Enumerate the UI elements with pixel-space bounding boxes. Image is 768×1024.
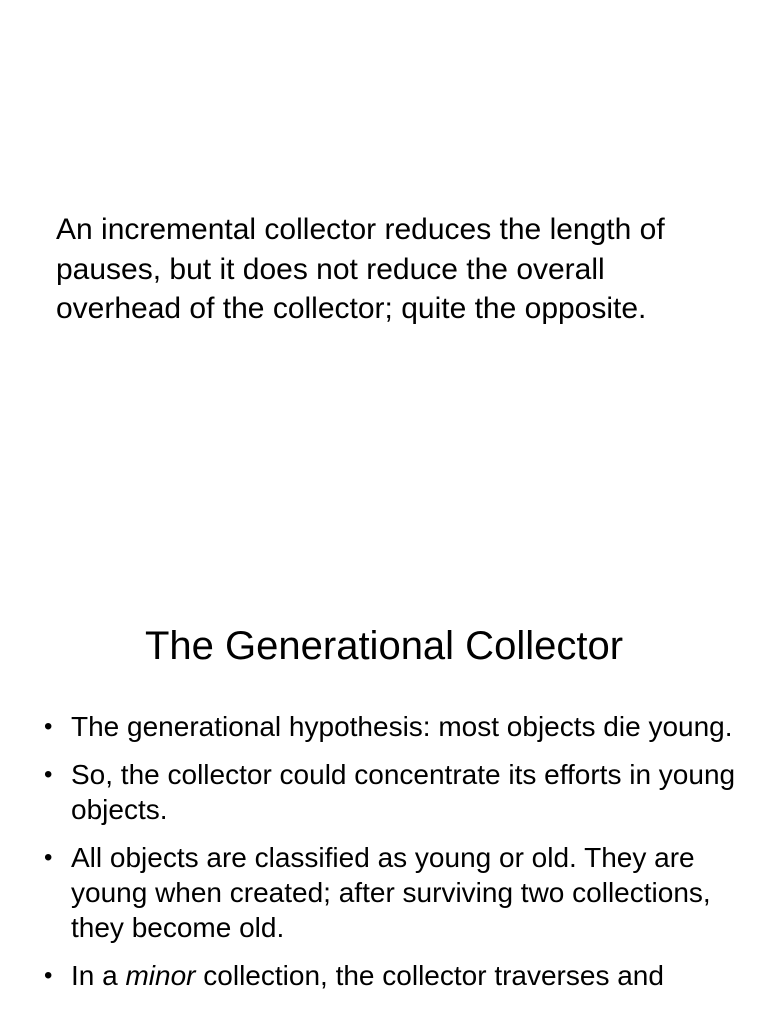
bullet-item <box>0 840 768 945</box>
bullet-item <box>0 958 768 993</box>
bullet-text-emphasis: minor <box>125 960 196 991</box>
bullet-list <box>0 709 768 1006</box>
bullet-text: So, the collector could concentrate its efforts in young objects. <box>71 759 736 825</box>
bullet-text-suffix: collection, the collector traverses and <box>195 960 664 991</box>
bullet-item <box>0 709 768 744</box>
bullet-marker: • <box>44 713 53 740</box>
bullet-item <box>0 757 768 827</box>
bullet-marker: • <box>44 962 53 989</box>
bullet-text-prefix: In a <box>71 960 126 991</box>
slide-paragraph: An incremental collector reduces the length of pauses, but it does not reduce the overall overhead of the collector; quite the opposite. <box>56 213 665 325</box>
bullet-marker: • <box>44 761 53 788</box>
slide-title: The Generational Collector <box>144 624 624 668</box>
bullet-marker: • <box>44 844 53 871</box>
bullet-text: The generational hypothesis: most objects die young. <box>71 711 733 742</box>
bullet-text: All objects are classified as young or old. They are young when created; after surviving two collections, they become old. <box>71 842 711 943</box>
